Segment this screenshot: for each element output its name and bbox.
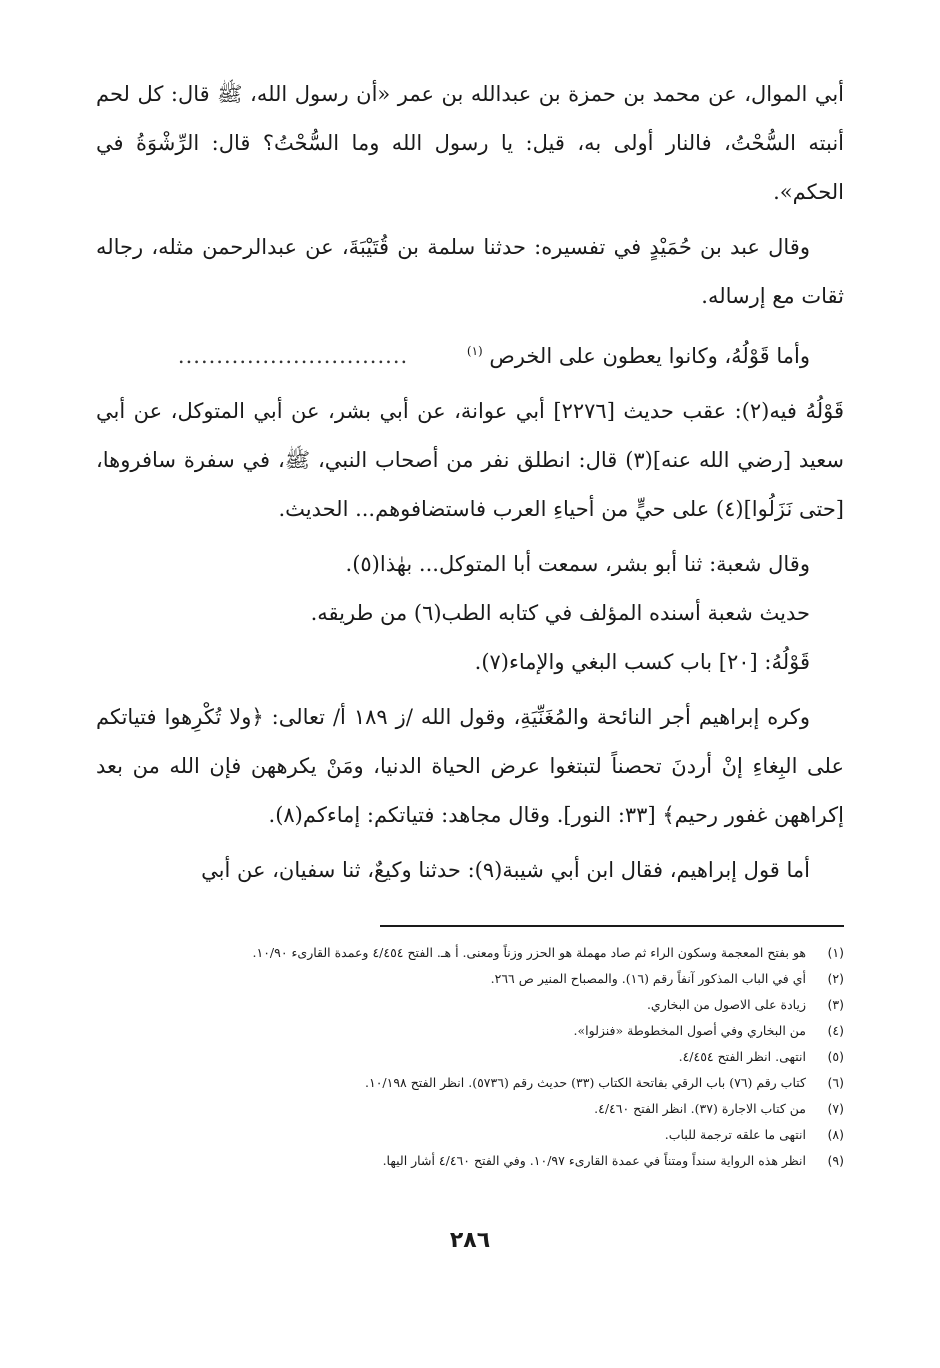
footnote-3 (96, 992, 844, 1018)
footnote-text: انظر هذه الرواية سنداً ومتناً في عمدة القارىء ١٠/٩٧. وفي الفتح ٤/٤٦٠ أشار اليها. (382, 1153, 806, 1168)
paragraph-9: أما قول إبراهيم، فقال ابن أبي شيبة(٩): حدثنا وكيعٌ، ثنا سفيان، عن أبي (201, 858, 810, 882)
footnote-number: (٢) (827, 971, 844, 986)
footnote-number: (١) (827, 945, 844, 960)
paragraph-6: حديث شعبة أسنده المؤلف في كتابه الطب(٦) من طريقه. (310, 601, 810, 625)
paragraph-3-text: وأما قَوْلُهُ، وكانوا يعطون على الخرص (489, 344, 810, 368)
footnote-8 (96, 1122, 844, 1148)
main-text (96, 70, 844, 901)
paragraph-4: قَوْلُهُ فيه(٢): عقب حديث [٢٢٧٦] أبي عوانة، عن أبي بشر، عن أبي المتوكل، عن أبي سعيد [رضي الله عنه](٣) قال: انطلق نفر من أصحاب النبي، ﷺ، في سفرة سافروها، [حتى نَزَلُوا](٤) على حيٍّ من أحياءِ العرب فاستضافوهم... الحديث. (96, 399, 844, 521)
footnote-number: (٦) (827, 1075, 844, 1090)
footnote-number: (٩) (827, 1153, 844, 1168)
paragraph-2: وقال عبد بن حُمَيْدٍ في تفسيره: حدثنا سلمة بن قُتَيْبَةَ، عن عبدالرحمن مثله، رجاله ثقات مع إرساله. (96, 235, 844, 308)
footnote-divider (380, 925, 844, 927)
footnote-ref-1: (١) (466, 344, 483, 358)
footnote-2 (96, 966, 844, 992)
footnote-number: (٥) (827, 1049, 844, 1064)
paragraph-3 (96, 327, 844, 381)
footnote-text: انتهى. انظر الفتح ٤/٤٥٤. (678, 1049, 806, 1064)
footnote-text: أي في الباب المذكور آنفاً رقم (١٦). والمصباح المنير ص ٢٦٦. (490, 971, 806, 986)
footnote-text: انتهى ما علقه ترجمة للباب. (664, 1127, 806, 1142)
paragraph-1: أبي الموال، عن محمد بن حمزة بن عبدالله بن عمر «أن رسول الله، ﷺ قال: كل لحم أنبته السُّحْتُ، فالنار أولى به، قيل: يا رسول الله وما السُّحْتُ؟ قال: الرِّشْوَةُ في الحكم». (96, 82, 844, 204)
footnote-9 (96, 1148, 844, 1174)
footnotes (96, 940, 844, 1174)
footnote-6 (96, 1070, 844, 1096)
footnote-number: (٣) (827, 997, 844, 1012)
footnote-text: من البخاري وفي أصول المخطوطة «فنزلوا». (573, 1023, 806, 1038)
footnote-1 (96, 940, 844, 966)
paragraph-5: وقال شعبة: ثنا أبو بشر، سمعت أبا المتوكل... بهٰذا(٥). (345, 552, 810, 576)
footnote-text: كتاب رقم (٧٦) باب الرقي بفاتحة الكتاب (٣٣) حديث رقم (٥٧٣٦). انظر الفتح ١٠/١٩٨. (365, 1075, 806, 1090)
footnote-number: (٧) (827, 1101, 844, 1116)
dotted-leader: .............................. (177, 344, 409, 368)
paragraph-7: قَوْلُهُ: [٢٠] باب كسب البغي والإماء(٧). (474, 650, 810, 674)
paragraph-8: وكره إبراهيم أجر النائحة والمُغَنِّيَةِ، وقول الله /ز ١٨٩ أ/ تعالى: ﴿ولا تُكْرِهوا فتياتكم على البِغاءِ إنْ أردنَ تحصناً لتبتغوا عرض الحياة الدنيا، ومَنْ يكرههن فإن الله من بعد إكراههن غفور رحيم﴾ [٣٣: النور]. وقال مجاهد: فتياتكم: إماءكم(٨). (96, 705, 844, 827)
footnote-number: (٨) (827, 1127, 844, 1142)
footnote-number: (٤) (827, 1023, 844, 1038)
footnote-text: زيادة على الاصول من البخاري. (646, 997, 806, 1012)
footnote-text: من كتاب الاجارة (٣٧). انظر الفتح ٤/٤٦٠. (594, 1101, 806, 1116)
footnote-5 (96, 1044, 844, 1070)
footnote-7 (96, 1096, 844, 1122)
footnote-4 (96, 1018, 844, 1044)
footnote-text: هو بفتح المعجمة وسكون الراء ثم صاد مهملة هو الحزر وزناً ومعنى. أ هـ. الفتح ٤/٤٥٤ وعمدة القارىء ١٠/٩٠. (252, 945, 806, 960)
page-number: ٢٨٦ (449, 1228, 491, 1253)
